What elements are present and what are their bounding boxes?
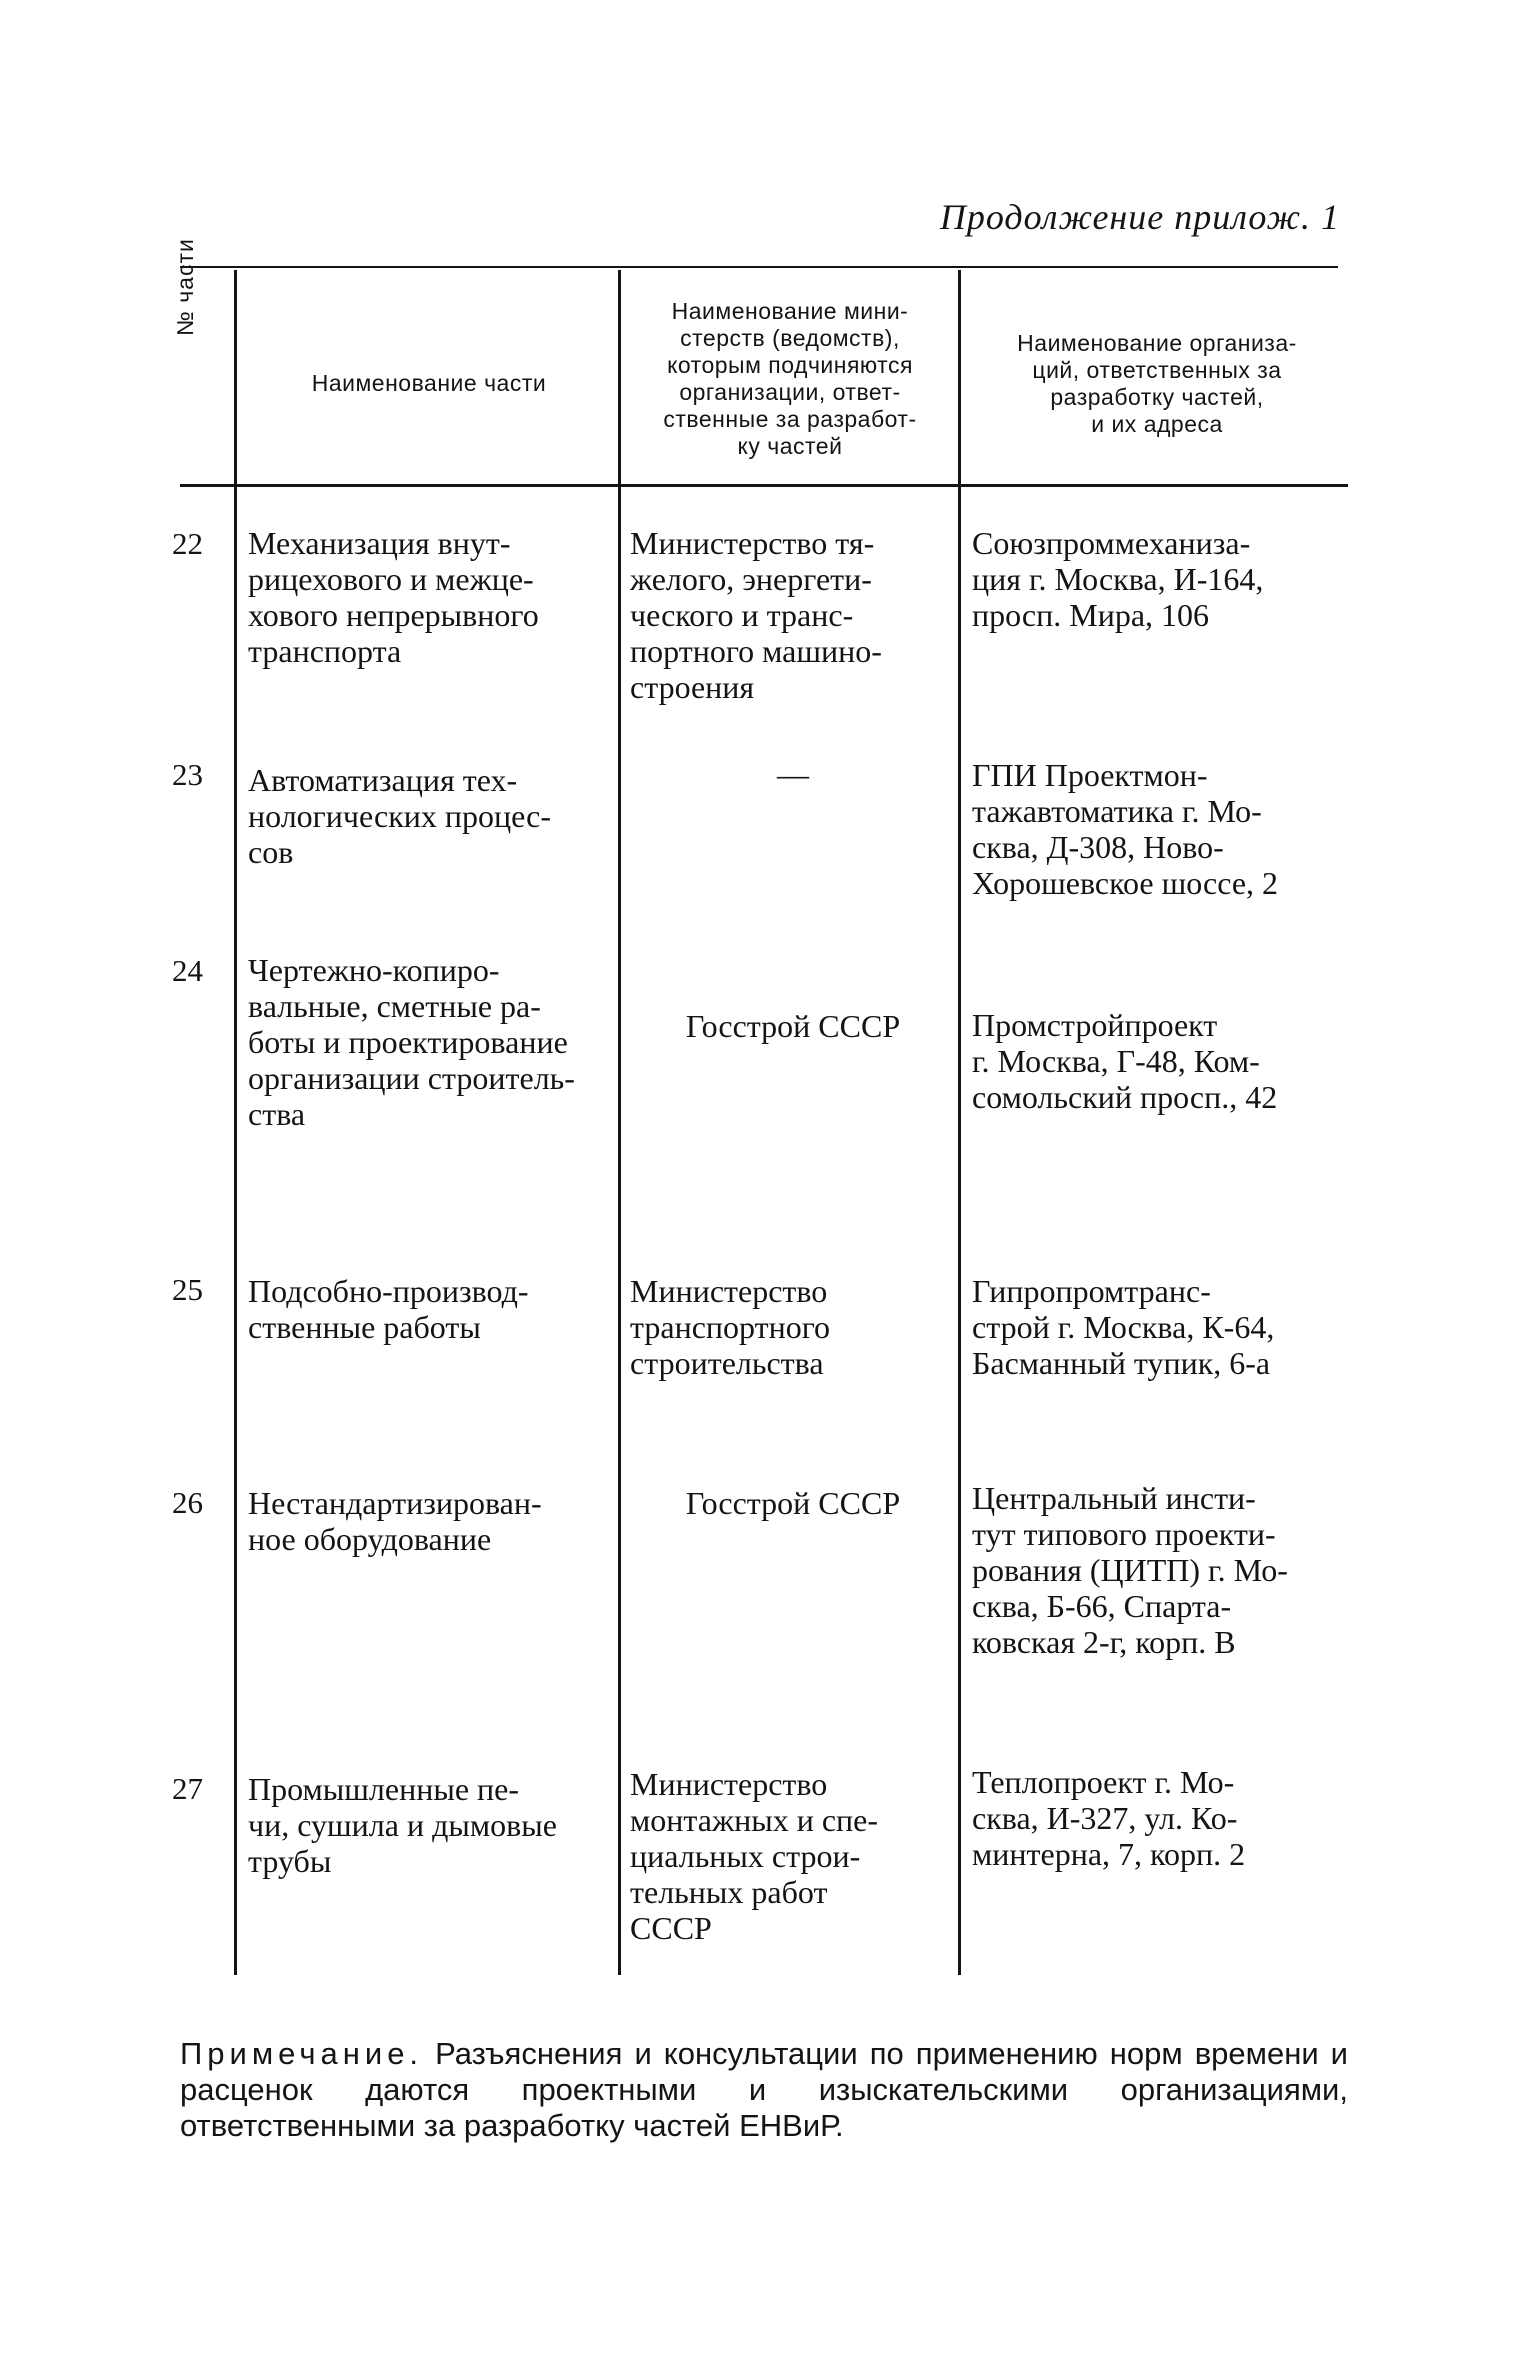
table-top-rule [180,266,1338,268]
footnote-text: Разъяснения и консультации по применению норм времени и расценок даются проектными и изыскательскими организациями, ответственными за разработку частей ЕНВиР. [180,2036,1348,2143]
header-bottom-rule [180,484,1348,487]
organization-address: Промстройпроект г. Москва, Г-48, Ком- сомольский просп., 42 [972,1007,1278,1115]
header-part-number: № части [172,238,198,336]
part-name: Нестандартизирован- ное оборудование [248,1485,542,1557]
row-number: 24 [172,953,203,988]
header-ministry: Наименование мини- стерств (ведомств), которым подчиняются организации, ответ- ственные за разработ- ку частей [663,298,917,459]
row-number: 22 [172,526,203,561]
ministry-name: Госстрой СССР [685,1485,901,1521]
header-part-name: Наименование части [311,370,547,396]
column-divider-3 [958,270,961,1975]
row-number: 25 [172,1272,203,1307]
footnote [180,2036,1348,2144]
ministry-name: Министерство тя- желого, энергети- ческого и транс- портного машино- строения [630,525,882,705]
part-name: Промышленные пе- чи, сушила и дымовые трубы [248,1771,557,1879]
row-number: 23 [172,757,203,792]
row-number: 26 [172,1485,203,1520]
organization-address: Центральный инсти- тут типового проекти- рования (ЦИТП) г. Мо- сква, Б-66, Спарта- ковская 2-г, корп. В [972,1480,1288,1660]
organization-address: ГПИ Проектмон- тажавтоматика г. Мо- сква, Д-308, Ново- Хорошевское шоссе, 2 [972,757,1279,901]
organization-address: Гипропромтранс- строй г. Москва, К-64, Басманный тупик, 6-а [972,1273,1275,1381]
organization-address: Теплопроект г. Мо- сква, И-327, ул. Ко- минтерна, 7, корп. 2 [972,1764,1246,1872]
ministry-name: Министерство транспортного строительства [630,1273,831,1381]
footnote-label: Примечание. [180,2036,424,2071]
organization-address: Союзпроммеханиза- ция г. Москва, И-164, просп. Мира, 106 [972,525,1264,633]
column-divider-2 [618,270,621,1975]
part-name: Чертежно-копиро- вальные, сметные ра- боты и проектирование организации строитель- ства [248,952,575,1132]
header-organization: Наименование организа- ций, ответственных за разработку частей, и их адреса [1017,330,1297,437]
page-caption: Продолжение прилож. 1 [939,197,1340,237]
part-name: Подсобно-производ- ственные работы [248,1273,529,1345]
part-name: Автоматизация тех- нологических процес- сов [248,762,551,870]
ministry-name: Министерство монтажных и спе- циальных строи- тельных работ СССР [630,1766,878,1946]
ministry-name: Госстрой СССР [685,1008,901,1044]
ministry-name: — [777,756,809,792]
row-number: 27 [172,1771,203,1806]
column-divider-1 [234,270,237,1975]
part-name: Механизация внут- рицехового и межце- хового непрерывного транспорта [248,525,539,669]
